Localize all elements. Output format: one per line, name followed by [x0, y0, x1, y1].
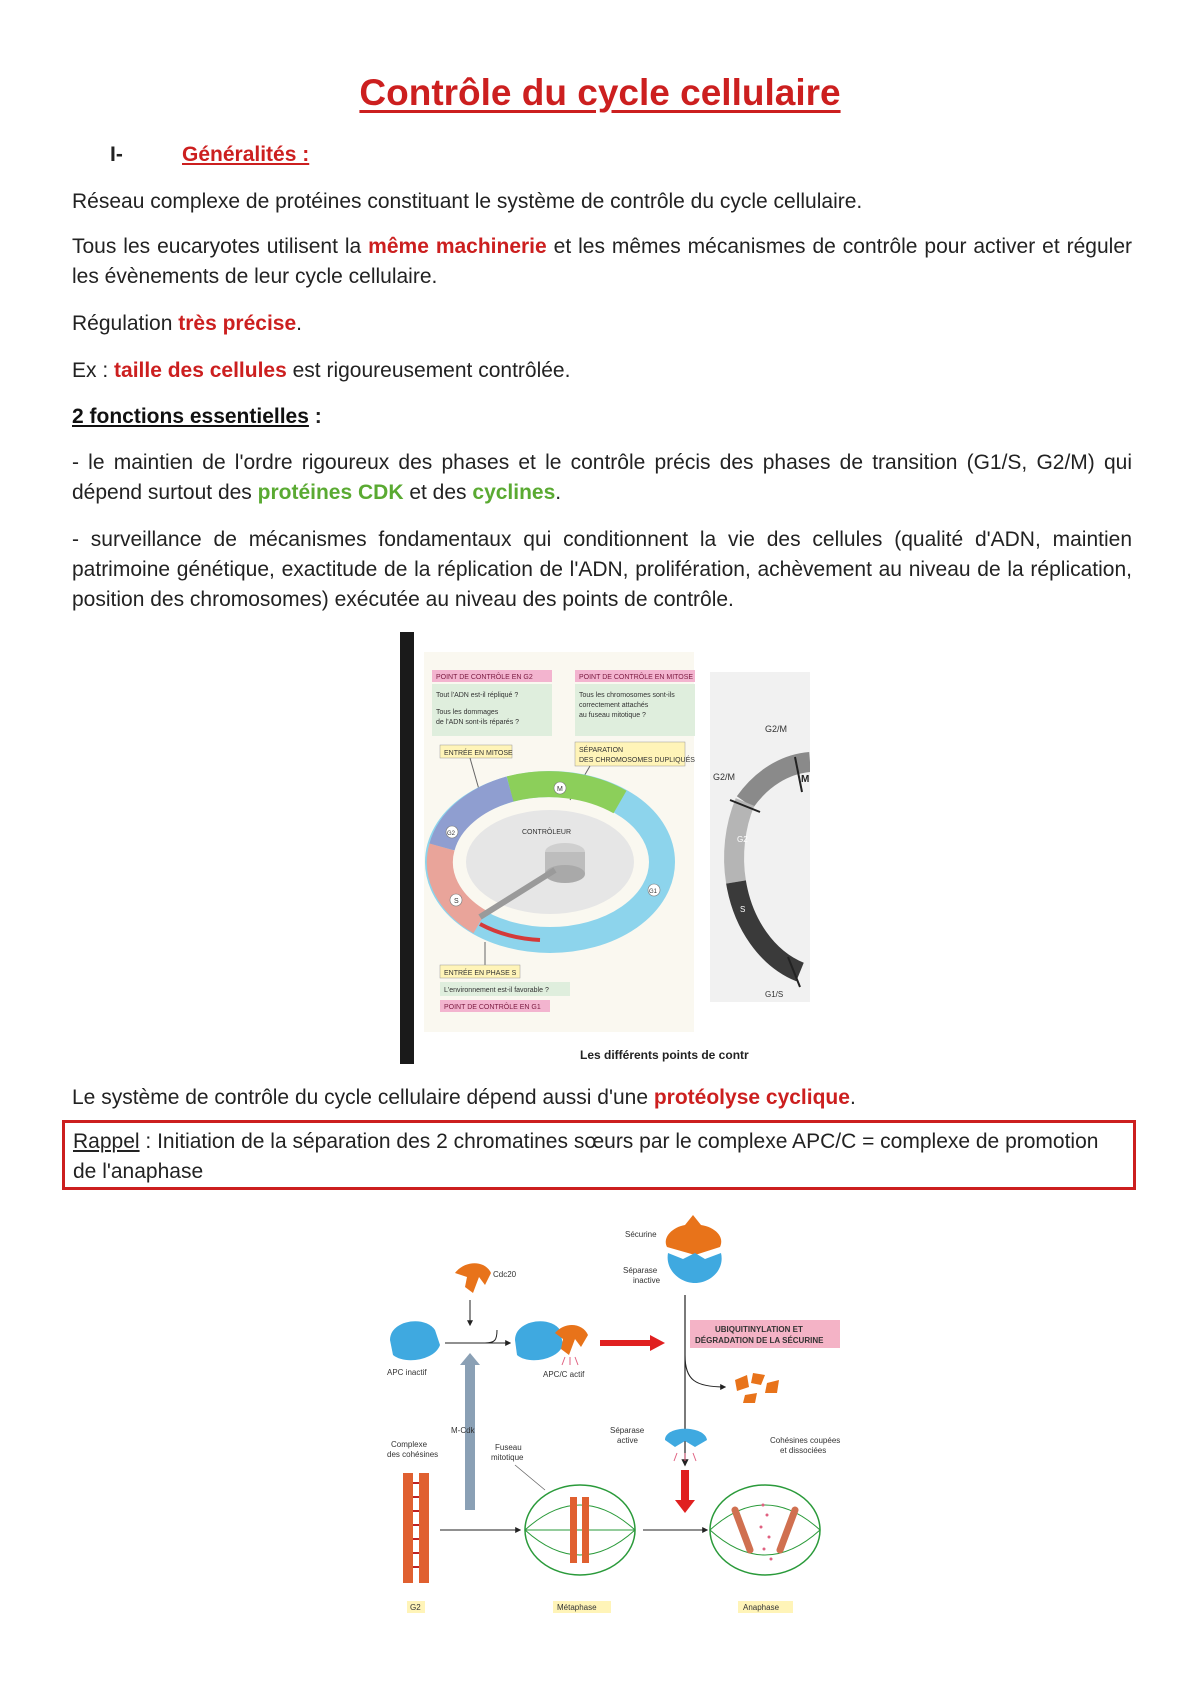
- text-run: Ex :: [72, 359, 115, 382]
- highlight-text: protéolyse cyclique: [653, 1086, 850, 1109]
- apc-inactive-shape: [390, 1321, 440, 1360]
- text-run: et des: [403, 481, 473, 504]
- paragraph-4: [72, 356, 1132, 386]
- cdc20-shape: [455, 1263, 491, 1293]
- highlight-text: protéines CDK: [257, 481, 404, 504]
- ubiquitinylation-label-b: DÉGRADATION DE LA SÉCURINE: [695, 1336, 824, 1345]
- red-down-arrowhead: [675, 1500, 695, 1513]
- securine-shape: [666, 1215, 722, 1255]
- separase-inactive-shape: [668, 1253, 722, 1283]
- mcdk-bar: [465, 1365, 475, 1510]
- cohesin-complex-label-b: des cohésines: [387, 1450, 439, 1459]
- paragraph-7: - surveillance de mécanismes fondamentaux qui conditionnent la vie des cellules (qualité d'ADN, maintien patrimoine génétique, exactitude de la réplication de l'ADN, prolifération, achèvement au niveau de la réplication, position des chromosomes) exécutée au niveau des points de contrôle.: [72, 528, 1132, 611]
- phase-m-label: M: [557, 786, 563, 793]
- paragraph-2: [72, 232, 1132, 292]
- activity-mark: [562, 1357, 565, 1365]
- stage-g2-label: G2: [410, 1603, 421, 1612]
- stage-anaphase-label: Anaphase: [743, 1603, 780, 1612]
- metaphase-chromatid: [570, 1497, 577, 1563]
- securine-fragment: [735, 1375, 749, 1391]
- m-question-1c: au fuseau mitotique ?: [579, 712, 646, 719]
- right-m-label: M: [801, 774, 810, 785]
- securine-fragment: [751, 1373, 765, 1385]
- apc-active-label: APC/C actif: [543, 1370, 585, 1379]
- arrow-path: [685, 1355, 725, 1387]
- separation-label-a: SÉPARATION: [579, 747, 624, 754]
- section-label: Généralités :: [182, 143, 310, 166]
- securine-fragment: [743, 1393, 757, 1403]
- rappel-text: : Initiation de la séparation des 2 chromatines sœurs par le complexe APC/C = complexe de promotion de l'anaphase: [73, 1130, 1099, 1183]
- text-run: Régulation: [72, 312, 179, 335]
- apc-active-shape: [515, 1321, 563, 1360]
- figure-border-bar: [400, 632, 414, 1064]
- text-run: est rigoureusement contrôlée.: [286, 359, 571, 382]
- text-run: :: [308, 405, 322, 428]
- separase-active-shape: [665, 1429, 707, 1447]
- leader-line: [515, 1465, 545, 1490]
- mcdk-label: M-Cdk: [451, 1426, 475, 1435]
- apc-mechanism-figure: [385, 1215, 905, 1620]
- mcdk-arrowhead: [460, 1353, 480, 1365]
- g2-checkpoint-title: POINT DE CONTRÔLE EN G2: [436, 674, 533, 681]
- entry-s-label: ENTRÉE EN PHASE S: [444, 970, 517, 977]
- rappel-box: [62, 1120, 1136, 1190]
- right-s-label: S: [740, 905, 746, 914]
- right-g2m-left-label: G2/M: [713, 772, 736, 782]
- phase-g2-label: G2: [447, 831, 456, 837]
- cohesin-fragments: [760, 1504, 773, 1561]
- g2-question-2a: Tous les dommages: [436, 709, 499, 716]
- securine-label: Sécurine: [625, 1230, 657, 1239]
- anaphase-chromatid: [735, 1510, 750, 1550]
- text-run: Le système de contrôle du cycle cellulaire dépend aussi d'une: [72, 1086, 654, 1109]
- highlight-text: taille des cellules: [114, 359, 287, 382]
- env-question: L'environnement est-il favorable ?: [444, 987, 549, 994]
- red-down-arrow: [681, 1470, 689, 1500]
- separase-inactive-label-a: Séparase: [623, 1266, 658, 1275]
- paragraph-5: [72, 402, 1132, 432]
- ubiquitinylation-label-a: UBIQUITINYLATION ET: [715, 1325, 803, 1334]
- rappel-label: Rappel: [73, 1130, 140, 1153]
- highlight-text: cyclines: [472, 481, 556, 504]
- anaphase-chromatid: [780, 1510, 795, 1550]
- section-heading: [110, 143, 309, 167]
- text-run: .: [849, 1086, 856, 1109]
- text-run: et les mêmes mécanismes de contrôle pour activer et réguler les évènements de leur cycle cellulaire.: [72, 235, 1132, 288]
- paragraph-3: [72, 309, 1132, 339]
- activity-mark: [575, 1357, 578, 1365]
- cdc20-label: Cdc20: [493, 1270, 517, 1279]
- securine-fragment: [765, 1380, 779, 1393]
- apc-inactive-label: APC inactif: [387, 1368, 427, 1377]
- anaphase-spindle: [710, 1505, 820, 1555]
- cohesins-cut-label-b: et dissociées: [780, 1446, 827, 1455]
- entry-mitosis-label: ENTRÉE EN MITOSE: [444, 750, 513, 757]
- text-run: - le maintien de l'ordre rigoureux des phases et le contrôle précis des phases de transition (G1/S, G2/M) qui dépend surtout des: [72, 451, 1132, 504]
- phase-g1-label: G1: [649, 889, 658, 895]
- paragraph-6: [72, 448, 1132, 508]
- activity-mark: [674, 1453, 677, 1461]
- paragraph-1: Réseau complexe de protéines constituant le système de contrôle du cycle cellulaire.: [72, 190, 863, 213]
- cell-cycle-figure: [400, 632, 810, 1064]
- m-checkpoint-title: POINT DE CONTRÔLE EN MITOSE: [579, 674, 694, 681]
- g2-question-2b: de l'ADN sont-ils réparés ?: [436, 719, 520, 726]
- highlight-text: même machinerie: [368, 235, 547, 258]
- anaphase-cell: [710, 1485, 820, 1575]
- cohesins-cut-label-a: Cohésines coupées: [770, 1436, 841, 1445]
- activity-mark: [693, 1453, 696, 1461]
- metaphase-chromatid: [582, 1497, 589, 1563]
- chromatid-left: [403, 1473, 413, 1583]
- text-run: Tous les eucaryotes utilisent la: [72, 235, 369, 258]
- text-run: .: [555, 481, 562, 504]
- separase-inactive-label-b: inactive: [633, 1276, 661, 1285]
- m-question-1b: correctement attachés: [579, 702, 649, 709]
- paragraph-8: [72, 1083, 1132, 1113]
- m-question-1a: Tous les chromosomes sont-ils: [579, 692, 675, 699]
- chromatid-right: [419, 1473, 429, 1583]
- right-g2m-top-label: G2/M: [765, 724, 788, 734]
- section-number: I-: [110, 143, 123, 166]
- text-run: .: [296, 312, 303, 335]
- cohesin-complex-label-a: Complexe: [391, 1440, 428, 1449]
- spindle-label-b: mitotique: [491, 1453, 524, 1462]
- arrow-path: [445, 1330, 497, 1343]
- separase-active-label-b: active: [617, 1436, 638, 1445]
- subheading: 2 fonctions essentielles: [72, 405, 309, 428]
- right-g2-label: G2: [737, 835, 748, 844]
- separase-active-label-a: Séparase: [610, 1426, 645, 1435]
- spindle-label-a: Fuseau: [495, 1443, 522, 1452]
- separation-label-b: DES CHROMOSOMES DUPLIQUÉS: [579, 757, 695, 764]
- g1-checkpoint-title: POINT DE CONTRÔLE EN G1: [444, 1004, 541, 1011]
- right-g1s-label: G1/S: [765, 990, 784, 999]
- controller-label: CONTRÔLEUR: [522, 829, 572, 836]
- highlight-text: très précise: [178, 312, 297, 335]
- red-arrowhead: [650, 1335, 665, 1351]
- page-title: Contrôle du cycle cellulaire: [359, 72, 841, 113]
- phase-s-label: S: [454, 898, 459, 905]
- cohesin-rungs: [413, 1483, 419, 1567]
- stage-metaphase-label: Métaphase: [557, 1603, 597, 1612]
- figure-caption: Les différents points de contr: [580, 1048, 749, 1062]
- g2-question-1: Tout l'ADN est-il répliqué ?: [436, 692, 519, 699]
